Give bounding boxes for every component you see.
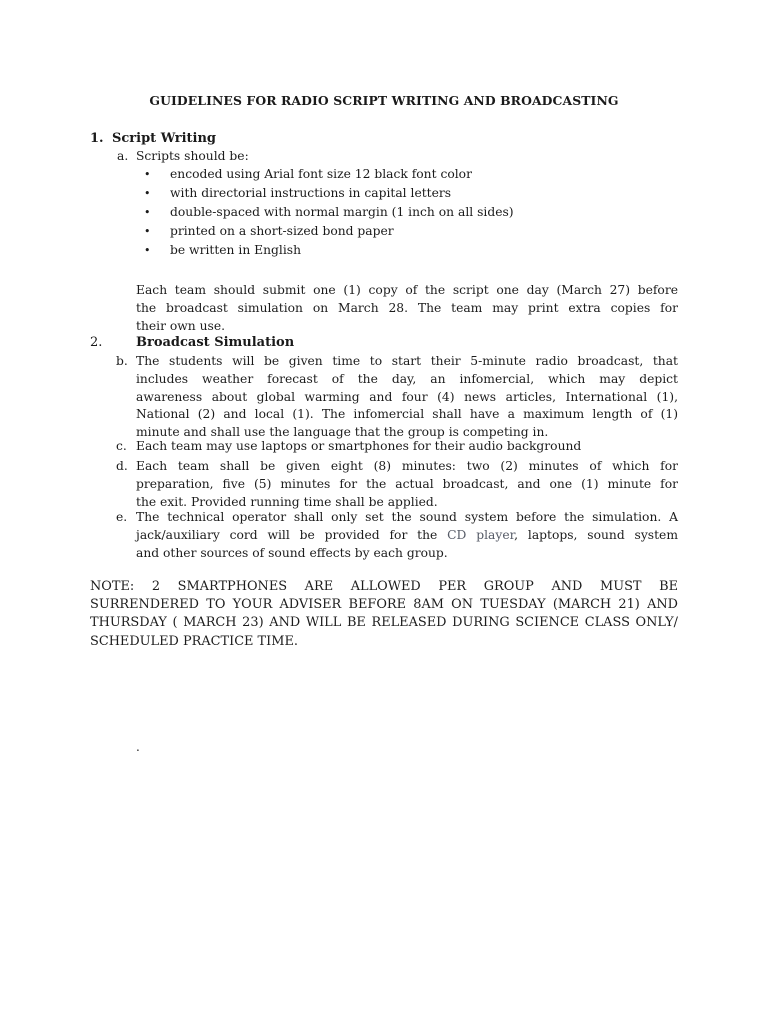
bullet-text: be written in English	[170, 243, 302, 257]
item-c-letter: c.	[116, 439, 127, 453]
note-line: THURSDAY ( MARCH 23) AND WILL BE RELEASED DURING SCIENCE CLASS ONLY/	[90, 615, 678, 631]
bullet-text: double-spaced with normal margin (1 inch on all sides)	[170, 205, 514, 219]
item-a-letter: a.	[117, 149, 129, 163]
note-line: NOTE: 2 SMARTPHONES ARE ALLOWED PER GROUP AND MUST BE	[90, 579, 678, 594]
submission-paragraph	[136, 282, 678, 335]
paragraph-line: Each team should submit one (1) copy of the script one day (March 27) before	[136, 283, 678, 297]
paragraph-line-with-highlight	[136, 527, 678, 545]
line-segment: , laptops, sound system	[514, 527, 678, 542]
paragraph-line: preparation, five (5) minutes for the actual broadcast, and one (1) minute for	[136, 476, 678, 491]
bullet-icon: •	[144, 244, 151, 257]
paragraph-line: and other sources of sound effects by each group.	[136, 545, 448, 560]
item-e-text	[136, 509, 678, 562]
bullet-icon: •	[144, 225, 151, 238]
item-d-letter: d.	[116, 459, 128, 473]
item-b-text	[136, 353, 678, 442]
bullet-text: printed on a short-sized bond paper	[170, 224, 394, 238]
bullet-icon: •	[144, 187, 151, 200]
bullet-icon: •	[144, 206, 151, 219]
paragraph-line: the broadcast simulation on March 28. The team may print extra copies for	[136, 300, 678, 315]
paragraph-line: the exit. Provided running time shall be applied.	[136, 494, 438, 509]
paragraph-line: their own use.	[136, 318, 226, 333]
document-title: GUIDELINES FOR RADIO SCRIPT WRITING AND BROADCASTING	[149, 93, 619, 108]
paragraph-line: minute and shall use the language that the group is competing in.	[136, 425, 549, 440]
paragraph-line: The students will be given time to start their 5-minute radio broadcast, that	[136, 354, 678, 368]
section-1-heading: Script Writing	[112, 131, 216, 146]
paragraph-line: National (2) and local (1). The infomercial shall have a maximum length of (1)	[136, 407, 678, 422]
bullet-text: encoded using Arial font size 12 black font color	[170, 167, 472, 181]
stray-mark: .	[136, 740, 140, 754]
line-segment: jack/auxiliary cord will be provided for the	[136, 527, 448, 542]
item-b-letter: b.	[116, 354, 128, 368]
paragraph-line: includes weather forecast of the day, an infomercial, which may depict	[136, 371, 678, 386]
section-2-heading: Broadcast Simulation	[136, 335, 295, 350]
item-d-text	[136, 458, 678, 511]
item-a-text: Scripts should be:	[136, 149, 249, 163]
bullet-icon: •	[144, 168, 151, 181]
item-e-letter: e.	[116, 510, 128, 524]
paragraph-line: The technical operator shall only set the sound system before the simulation. A	[136, 510, 678, 524]
note-block	[90, 578, 678, 651]
item-c-text: Each team may use laptops or smartphones for their audio background	[136, 439, 582, 453]
section-2-number: 2.	[90, 335, 103, 350]
note-line: SCHEDULED PRACTICE TIME.	[90, 633, 298, 649]
paragraph-line: Each team shall be given eight (8) minutes: two (2) minutes of which for	[136, 459, 678, 473]
note-line: SURRENDERED TO YOUR ADVISER BEFORE 8AM ON TUESDAY (MARCH 21) AND	[90, 597, 678, 613]
cd-player-highlight: CD player	[447, 527, 515, 542]
bullet-text: with directorial instructions in capital letters	[170, 186, 452, 200]
section-1-number: 1.	[90, 131, 104, 146]
paragraph-line: awareness about global warming and four (4) news articles, International (1),	[136, 389, 678, 404]
